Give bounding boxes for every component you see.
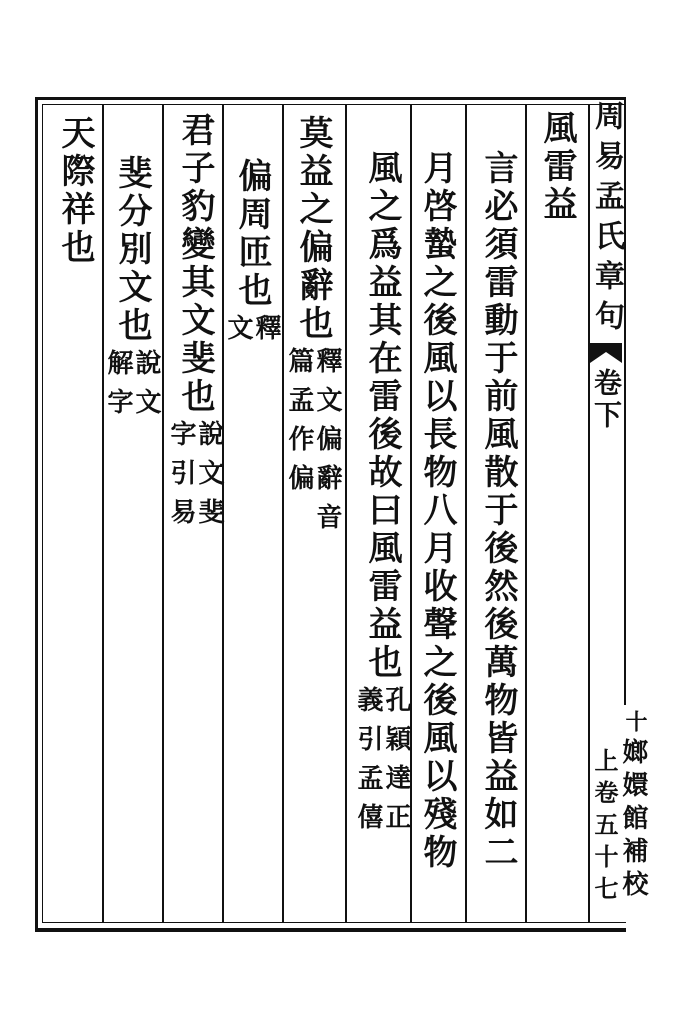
note-left: 文 <box>223 314 253 353</box>
banxin-page-number: 十 <box>622 710 648 732</box>
annotation-note <box>285 347 341 542</box>
banxin-book-title: 周易孟氏章句 <box>589 100 624 340</box>
column-main-text: 斐分別文也 <box>112 155 152 345</box>
frame-left-border <box>35 97 38 932</box>
text-column-5 <box>283 115 343 542</box>
column-rule <box>162 105 164 922</box>
annotation-note <box>354 686 410 842</box>
note-right: 釋 <box>251 314 281 353</box>
text-column-7 <box>165 112 225 537</box>
note-right: 釋文偏辭音 <box>312 347 342 542</box>
note-right: 孔穎達正 <box>381 686 411 842</box>
column-main-text: 君子豹變其文斐也 <box>175 112 215 416</box>
frame-bottom-border <box>35 928 626 932</box>
note-left: 義引孟僖 <box>353 686 383 842</box>
column-main-text: 風之爲益其在雷後故曰風雷益也 <box>362 150 402 682</box>
note-left: 字引易 <box>166 420 196 537</box>
column-main-text: 言必須雷動于前風散于後然後萬物皆益如二 <box>478 150 518 872</box>
column-rule <box>345 105 347 922</box>
banxin-studio-name: 嫏嬛館補校 <box>618 738 648 903</box>
text-column-1 <box>527 110 587 224</box>
frame-top-border <box>35 97 626 100</box>
column-main-text: 偏周匝也 <box>232 158 272 310</box>
column-main-text: 天際祥也 <box>55 115 95 267</box>
banxin-volume: 上卷五十七 <box>590 748 619 908</box>
note-right: 說文斐 <box>194 420 224 537</box>
fishtail-mark-icon <box>590 343 622 363</box>
text-column-4 <box>352 150 412 842</box>
annotation-note <box>224 314 280 353</box>
note-left: 解字 <box>103 349 133 427</box>
column-main-text: 風雷益 <box>537 110 577 224</box>
banxin-juan: 卷下 <box>590 368 623 432</box>
text-column-8 <box>102 155 162 427</box>
frame-left-inner-border <box>42 104 43 922</box>
note-left: 篇孟作偏 <box>284 347 314 503</box>
frame-bottom-inner-border <box>42 922 626 923</box>
text-column-3 <box>407 150 467 872</box>
column-main-text: 莫益之偏辭也 <box>293 115 333 343</box>
text-column-6 <box>222 158 282 353</box>
frame-top-inner-border <box>42 104 626 105</box>
note-right: 說文 <box>131 349 161 427</box>
annotation-note <box>167 420 223 537</box>
text-column-9 <box>45 115 105 267</box>
annotation-note <box>104 349 160 427</box>
frame-right-border <box>624 97 626 705</box>
column-main-text: 月啓蟄之後風以長物八月收聲之後風以殘物 <box>417 150 457 872</box>
text-column-2 <box>468 150 528 872</box>
